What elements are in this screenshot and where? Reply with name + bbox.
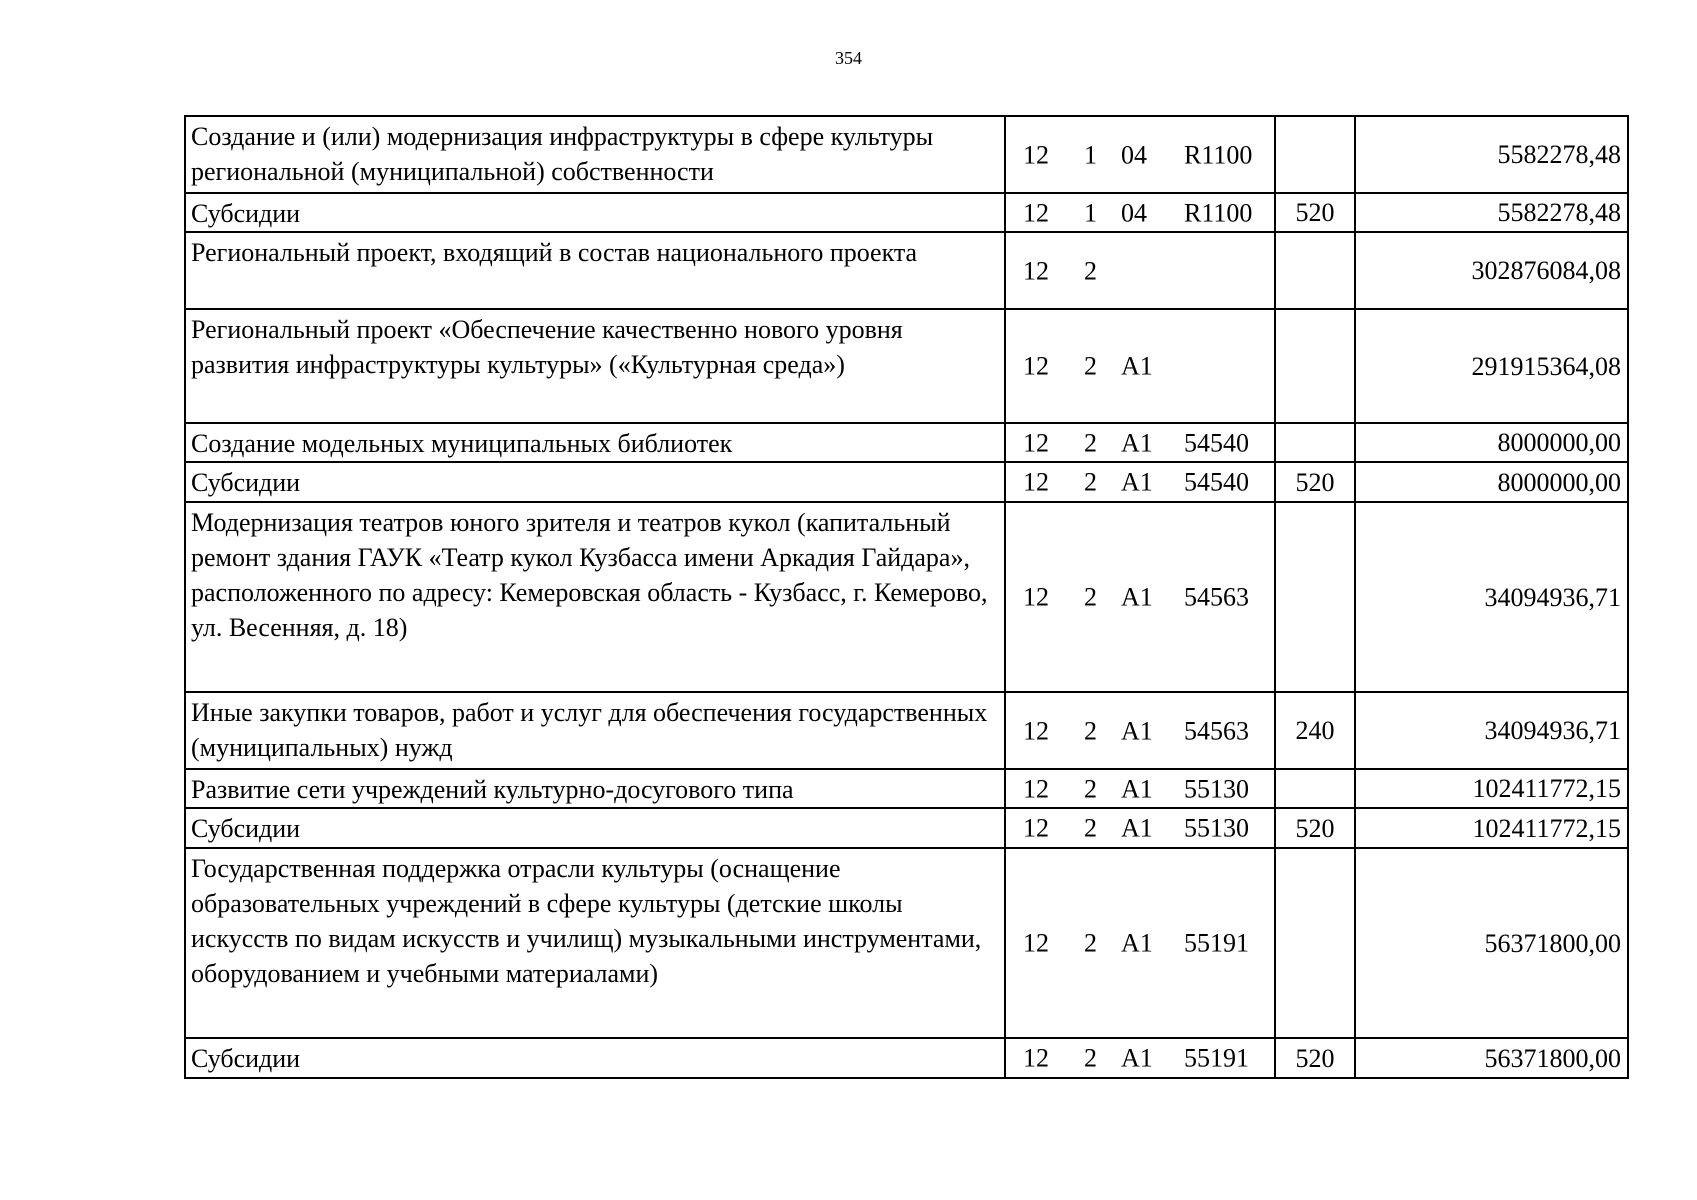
row-codes [1005, 462, 1275, 502]
table-row [185, 462, 1628, 502]
table-row [185, 808, 1628, 848]
code-direction: 55130 [1184, 774, 1249, 803]
row-expense-type: 520 [1275, 462, 1355, 502]
row-name: Региональный проект, входящий в состав национального проекта [185, 232, 1005, 309]
row-codes [1005, 193, 1275, 232]
row-amount: 34094936,71 [1355, 502, 1628, 692]
row-name: Региональный проект «Обеспечение качественно нового уровня развития инфраструктуры культуры» («Культурная среда») [185, 309, 1005, 423]
code-subprogram: 2 [1084, 467, 1097, 497]
row-name: Субсидии [185, 808, 1005, 848]
row-expense-type [1275, 116, 1355, 193]
row-codes [1005, 1038, 1275, 1078]
code-direction: 54563 [1184, 582, 1249, 612]
code-direction: 55130 [1184, 813, 1249, 843]
row-codes [1005, 423, 1275, 462]
code-activity: A1 [1121, 467, 1153, 497]
row-name: Государственная поддержка отрасли культуры (оснащение образовательных учреждений в сфере культуры (детские школы искусств по видам искусств и училищ) музыкальными инструментами, оборудованием и учебными материалами) [185, 848, 1005, 1038]
code-direction: R1100 [1184, 198, 1253, 227]
row-name: Создание модельных муниципальных библиотек [185, 423, 1005, 462]
code-activity: A1 [1121, 928, 1153, 958]
row-codes [1005, 502, 1275, 692]
table-row [185, 692, 1628, 769]
code-activity: A1 [1121, 351, 1153, 381]
code-subprogram: 2 [1084, 928, 1097, 958]
table-row [185, 232, 1628, 309]
code-section: 12 [1023, 1043, 1049, 1073]
row-name: Субсидии [185, 193, 1005, 232]
table-row [185, 116, 1628, 193]
row-amount: 34094936,71 [1355, 692, 1628, 769]
row-expense-type [1275, 848, 1355, 1038]
row-codes [1005, 692, 1275, 769]
row-amount: 56371800,00 [1355, 848, 1628, 1038]
row-name: Создание и (или) модернизация инфраструктуры в сфере культуры региональной (муниципальной) собственности [185, 116, 1005, 193]
code-subprogram: 1 [1084, 140, 1097, 169]
code-direction: 55191 [1184, 1043, 1249, 1073]
table-row [185, 502, 1628, 692]
code-subprogram: 2 [1084, 774, 1097, 803]
row-codes [1005, 309, 1275, 423]
code-section: 12 [1023, 467, 1049, 497]
code-subprogram: 2 [1084, 813, 1097, 843]
table-row [185, 1038, 1628, 1078]
code-activity: A1 [1121, 582, 1153, 612]
row-expense-type [1275, 423, 1355, 462]
code-direction: 55191 [1184, 928, 1249, 958]
code-activity: A1 [1121, 716, 1153, 745]
code-section: 12 [1023, 140, 1049, 169]
row-name: Развитие сети учреждений культурно-досугового типа [185, 769, 1005, 808]
code-subprogram: 2 [1084, 716, 1097, 745]
row-expense-type [1275, 309, 1355, 423]
row-amount: 291915364,08 [1355, 309, 1628, 423]
row-expense-type: 520 [1275, 1038, 1355, 1078]
code-direction: 54540 [1184, 467, 1249, 497]
row-name: Иные закупки товаров, работ и услуг для обеспечения государственных (муниципальных) нужд [185, 692, 1005, 769]
row-codes [1005, 769, 1275, 808]
row-amount: 8000000,00 [1355, 423, 1628, 462]
code-activity: A1 [1121, 813, 1153, 843]
code-direction: 54540 [1184, 428, 1249, 457]
code-section: 12 [1023, 813, 1049, 843]
code-activity: A1 [1121, 1043, 1153, 1073]
code-subprogram: 2 [1084, 1043, 1097, 1073]
page-number: 354 [835, 48, 862, 68]
code-section: 12 [1023, 198, 1049, 227]
table-row [185, 193, 1628, 232]
row-name: Субсидии [185, 462, 1005, 502]
code-subprogram: 2 [1084, 428, 1097, 457]
table-row [185, 769, 1628, 808]
row-amount: 102411772,15 [1355, 769, 1628, 808]
code-subprogram: 2 [1084, 351, 1097, 381]
row-codes [1005, 232, 1275, 309]
table-row [185, 848, 1628, 1038]
table-row [185, 423, 1628, 462]
row-expense-type [1275, 769, 1355, 808]
row-amount: 8000000,00 [1355, 462, 1628, 502]
code-direction: R1100 [1184, 140, 1253, 169]
row-amount: 302876084,08 [1355, 232, 1628, 309]
row-amount: 56371800,00 [1355, 1038, 1628, 1078]
row-amount: 102411772,15 [1355, 808, 1628, 848]
row-expense-type: 520 [1275, 808, 1355, 848]
budget-table [184, 115, 1629, 1079]
code-subprogram: 2 [1084, 256, 1097, 285]
code-section: 12 [1023, 256, 1049, 285]
row-expense-type [1275, 232, 1355, 309]
row-codes [1005, 116, 1275, 193]
code-activity: A1 [1121, 428, 1153, 457]
row-name: Модернизация театров юного зрителя и театров кукол (капитальный ремонт здания ГАУК «Театр кукол Кузбасса имени Аркадия Гайдара», расположенного по адресу: Кемеровская область - Кузбасс, г. Кемерово, ул. Весенняя, д. 18) [185, 502, 1005, 692]
code-activity: 04 [1121, 198, 1147, 227]
code-direction: 54563 [1184, 716, 1249, 745]
code-section: 12 [1023, 351, 1049, 381]
code-activity: A1 [1121, 774, 1153, 803]
code-section: 12 [1023, 428, 1049, 457]
row-codes [1005, 848, 1275, 1038]
table-row [185, 309, 1628, 423]
row-name: Субсидии [185, 1038, 1005, 1078]
row-expense-type: 240 [1275, 692, 1355, 769]
code-activity: 04 [1121, 140, 1147, 169]
code-subprogram: 1 [1084, 198, 1097, 227]
code-section: 12 [1023, 716, 1049, 745]
row-expense-type [1275, 502, 1355, 692]
code-section: 12 [1023, 928, 1049, 958]
code-section: 12 [1023, 582, 1049, 612]
row-codes [1005, 808, 1275, 848]
row-expense-type: 520 [1275, 193, 1355, 232]
row-amount: 5582278,48 [1355, 193, 1628, 232]
code-subprogram: 2 [1084, 582, 1097, 612]
row-amount: 5582278,48 [1355, 116, 1628, 193]
code-section: 12 [1023, 774, 1049, 803]
